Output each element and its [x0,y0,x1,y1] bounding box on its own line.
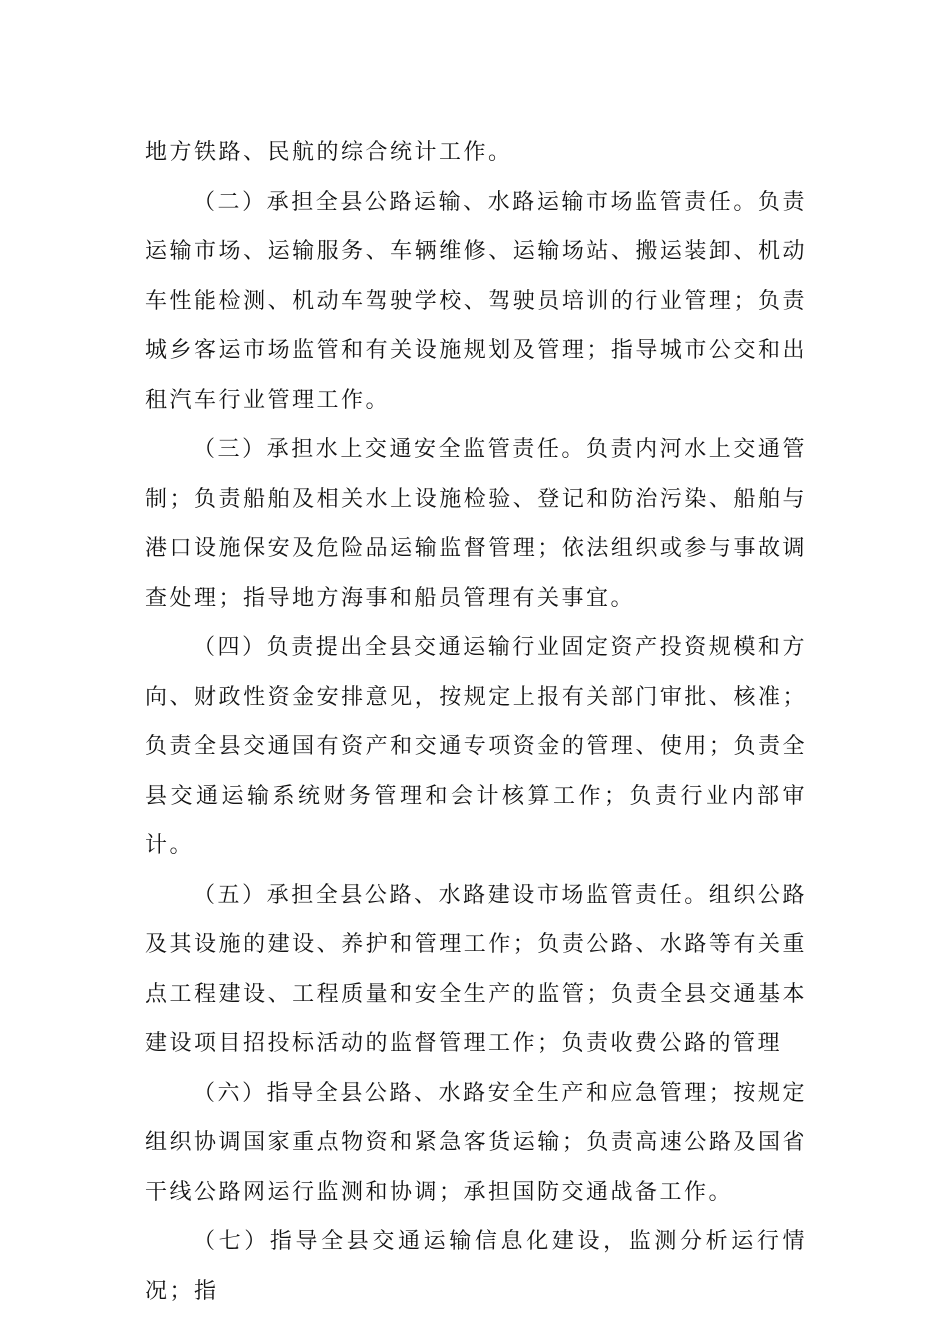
paragraph-6: （六）指导全县公路、水路安全生产和应急管理；按规定组织协调国家重点物资和紧急客货运输；负责高速公路及国省干线公路网运行监测和协调；承担国防交通战备工作。 [145,1080,807,1205]
paragraph-1: 地方铁路、民航的综合统计工作。 [145,140,513,165]
paragraph-7: （七）指导全县交通运输信息化建设，监测分析运行情况；指 [145,1229,807,1304]
paragraph-5: （五）承担全县公路、水路建设市场监管责任。组织公路及其设施的建设、养护和管理工作；负责公路、水路等有关重点工程建设、工程质量和安全生产的监管；负责全县交通基本建设项目招投标活动的监督管理工作；负责收费公路的管理 [145,882,807,1056]
paragraph-3: （三）承担水上交通安全监管责任。负责内河水上交通管制；负责船舶及相关水上设施检验、登记和防治污染、船舶与港口设施保安及危险品运输监督管理；依法组织或参与事故调查处理；指导地方海事和船员管理有关事宜。 [145,437,807,611]
document-body [145,128,807,1316]
paragraph-4: （四）负责提出全县交通运输行业固定资产投资规模和方向、财政性资金安排意见，按规定上报有关部门审批、核准；负责全县交通国有资产和交通专项资金的管理、使用；负责全县交通运输系统财务管理和会计核算工作；负责行业内部审计。 [145,635,807,858]
paragraph-2: （二）承担全县公路运输、水路运输市场监管责任。负责运输市场、运输服务、车辆维修、运输场站、搬运装卸、机动车性能检测、机动车驾驶学校、驾驶员培训的行业管理；负责城乡客运市场监管和有关设施规划及管理；指导城市公交和出租汽车行业管理工作。 [145,189,807,413]
